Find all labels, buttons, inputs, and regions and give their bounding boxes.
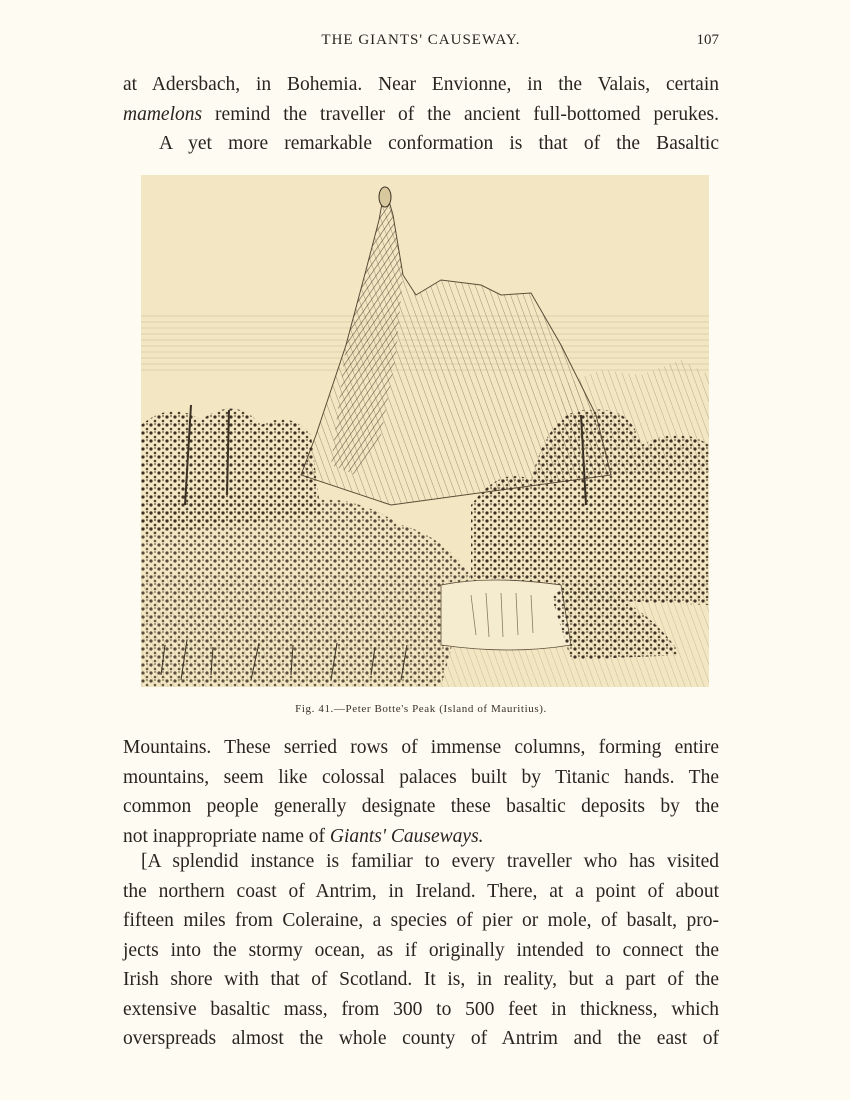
river-pool	[441, 580, 571, 650]
paragraph-mountains	[123, 733, 719, 851]
text-span: remind the traveller of the ancient full-bottomed perukes.	[202, 103, 719, 125]
peak-engraving	[141, 175, 709, 687]
paragraph-antrim	[123, 847, 719, 1054]
text-line: A yet more remarkable conformation is that of the Basaltic	[159, 133, 719, 154]
text-line: common people generally designate these basaltic deposits by the	[123, 796, 719, 817]
text-line: fifteen miles from Coleraine, a species of pier or mole, of basalt, pro-	[123, 910, 719, 931]
text-line: [A splendid instance is familiar to every traveller who has visited	[141, 851, 719, 872]
page-number: 107	[696, 32, 719, 48]
text-line: Irish shore with that of Scotland. It is, in reality, but a part of the	[123, 969, 719, 990]
text-line: extensive basaltic mass, from 300 to 500 feet in thickness, which	[123, 998, 719, 1020]
italic-term: Giants' Causeways.	[329, 825, 484, 847]
paragraph-intro	[123, 70, 719, 159]
text-line: overspreads almost the whole county of Antrim and the east of	[123, 1028, 719, 1049]
running-head	[123, 32, 719, 54]
text-line	[123, 100, 719, 130]
figure-caption: Fig. 41.—Peter Botte's Peak (Island of Mauritius).	[295, 703, 547, 715]
running-title: THE GIANTS' CAUSEWAY.	[321, 32, 521, 48]
engraving-illustration	[141, 175, 709, 687]
text-span: not inappropriate name of	[123, 825, 330, 847]
text-line: mountains, seem like colossal palaces built by Titanic hands. The	[123, 766, 719, 788]
peak-summit-rock	[379, 187, 391, 207]
text-line: Mountains. These serried rows of immense columns, forming entire	[123, 737, 719, 758]
text-line: the northern coast of Antrim, in Ireland. There, at a point of about	[123, 880, 719, 902]
text-line: at Adersbach, in Bohemia. Near Envionne, in the Valais, certain	[123, 74, 719, 95]
text-line: jects into the stormy ocean, as if originally intended to connect the	[123, 939, 719, 961]
italic-term: mamelons	[123, 103, 203, 125]
